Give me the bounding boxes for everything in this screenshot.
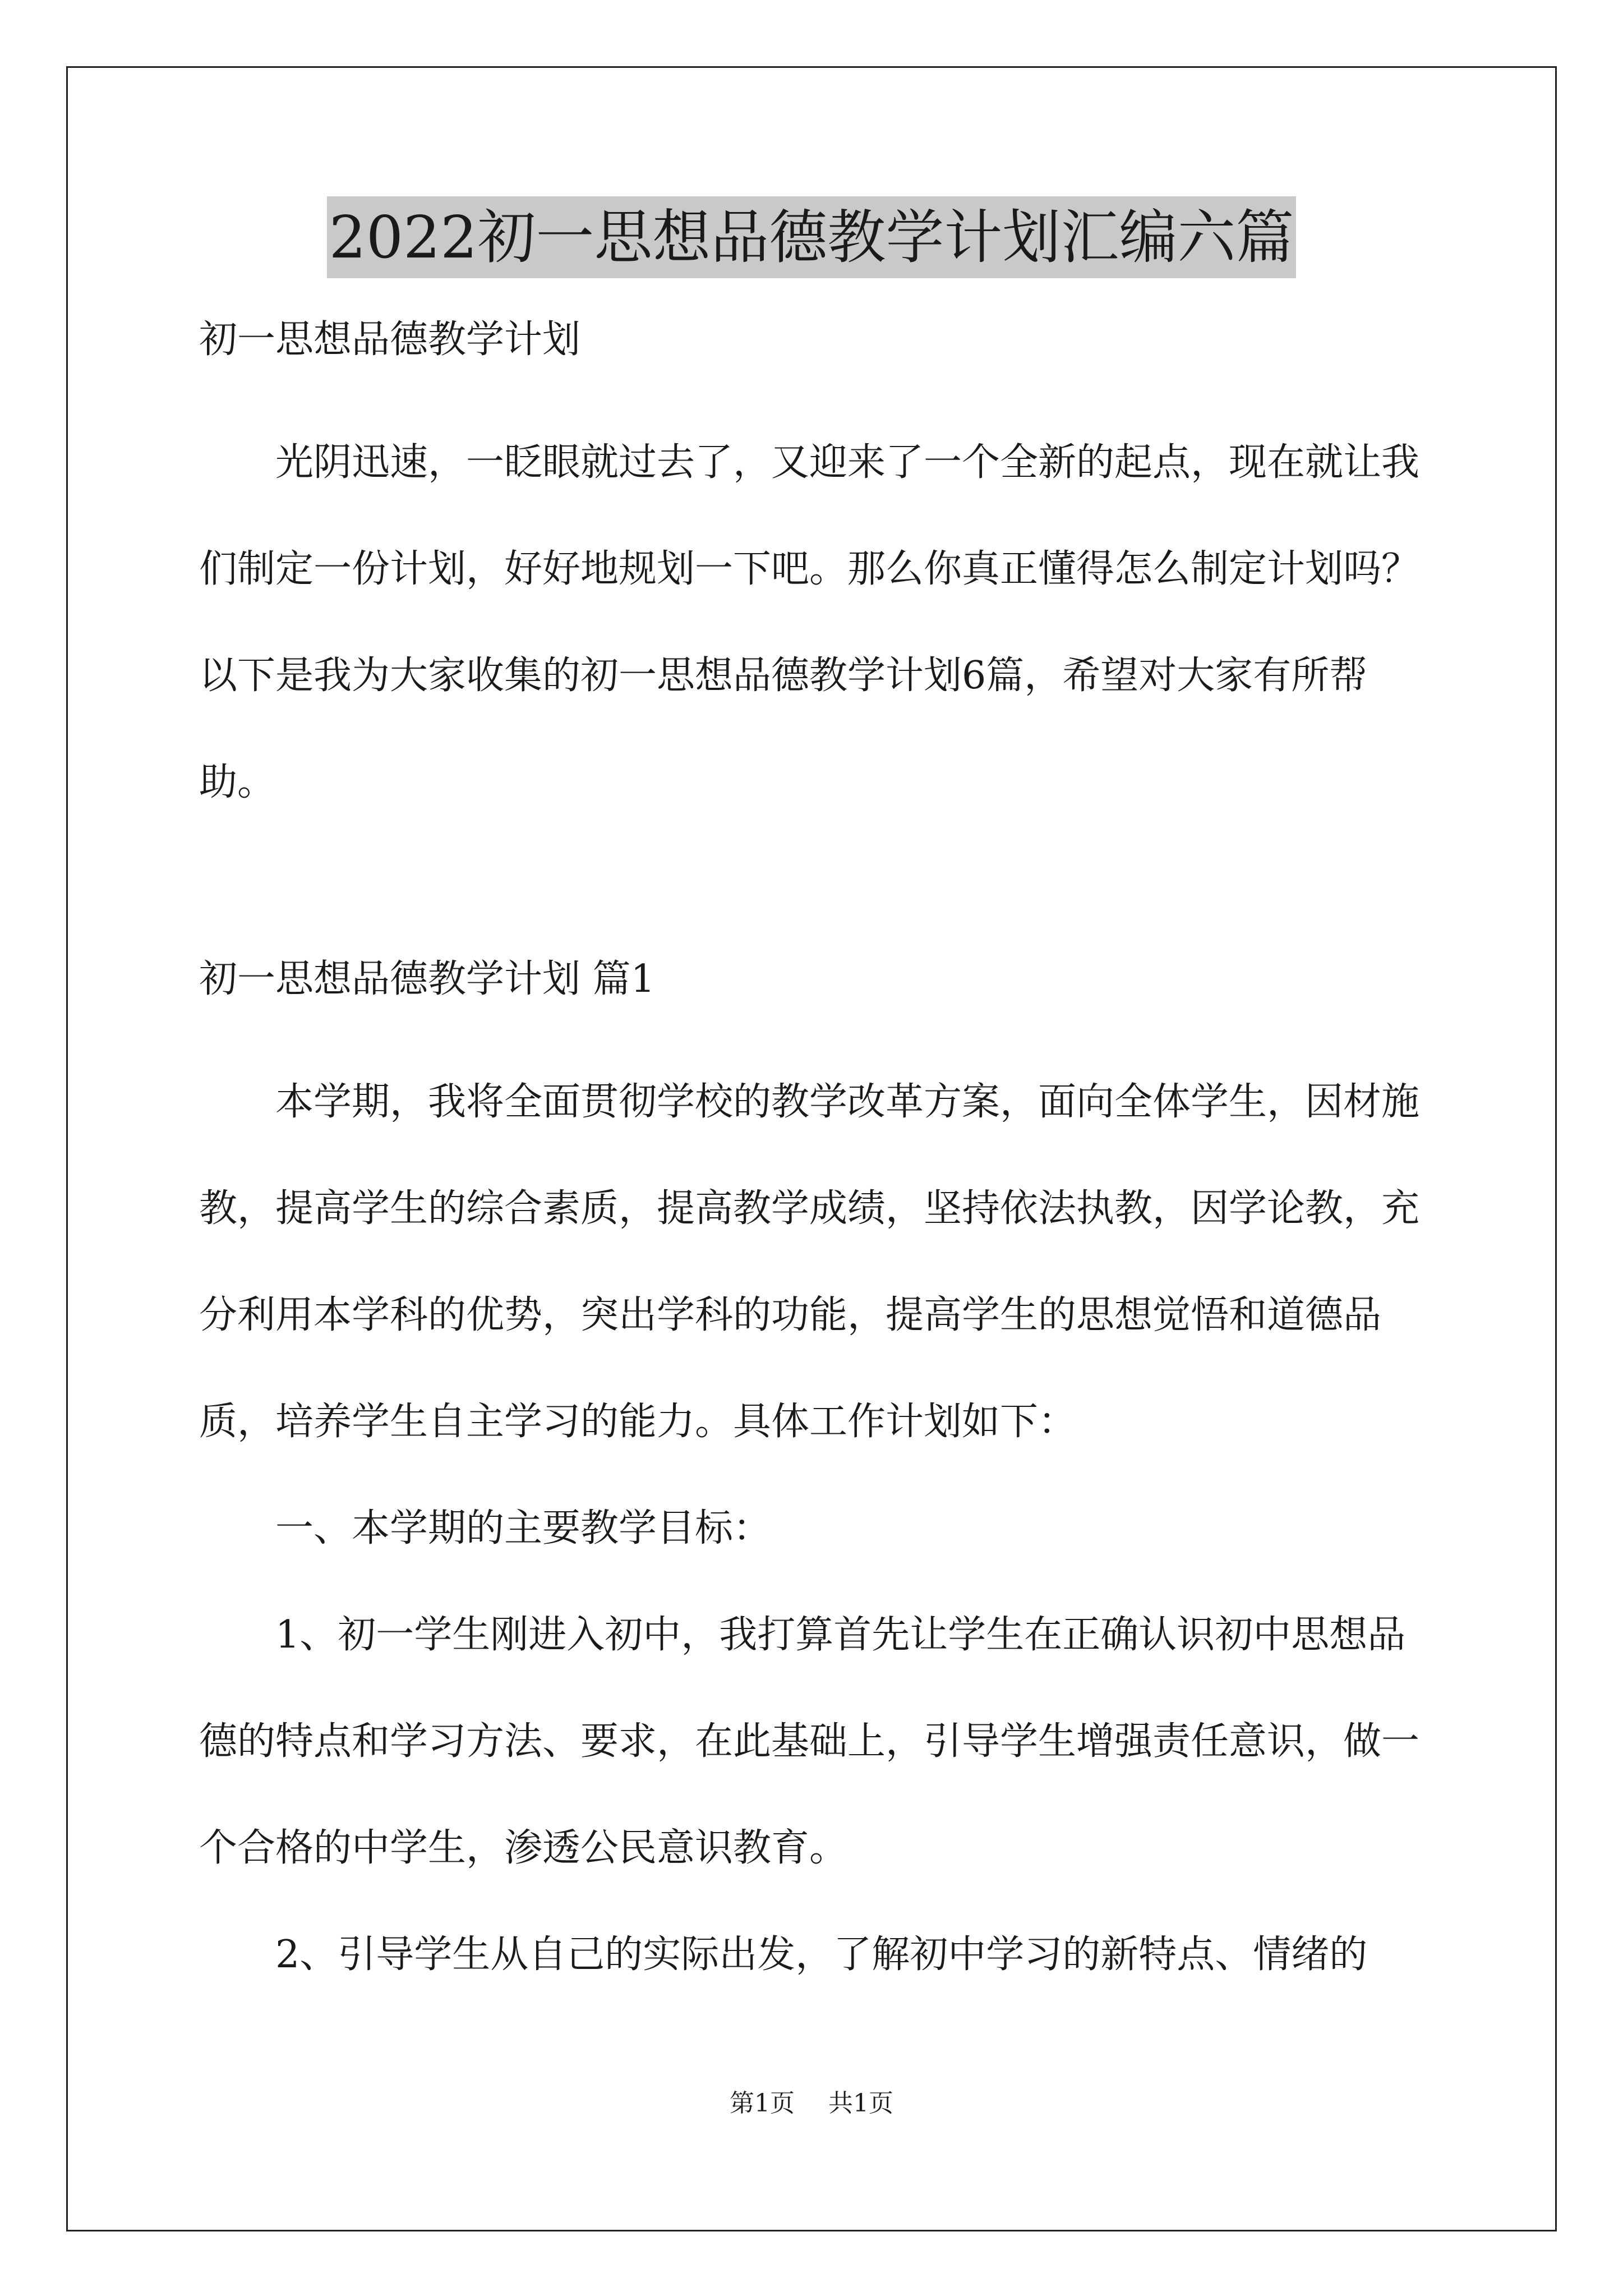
spacer (199, 377, 1427, 409)
page-footer (0, 2087, 1623, 2120)
document-title: 2022初一思想品德教学计划汇编六篇 (327, 196, 1297, 278)
spacer (199, 836, 1427, 942)
section1-paragraph: 本学期，我将全面贯彻学校的教学改革方案，面向全体学生，因材施教，提高学生的综合素质，提高教学成绩，坚持依法执教，因学论教，充分利用本学科的优势，突出学科的功能，提高学生的思想觉悟和道德品质，培养学生自主学习的能力。具体工作计划如下： (199, 1080, 1420, 1444)
page-number-total: 共1页 (828, 2089, 893, 2118)
intro-paragraph: 光阴迅速，一眨眼就过去了，又迎来了一个全新的起点，现在就让我们制定一份计划，好好地规划一下吧。那么你真正懂得怎么制定计划吗？以下是我为大家收集的初一思想品德教学计划6篇，希望对大家有所帮助。 (199, 440, 1420, 804)
section1-paragraph: 2、引导学生从自己的实际出发，了解初中学习的新特点、情绪的 (275, 1932, 1368, 1977)
section1-paragraph: 1、初一学生刚进入初中，我打算首先让学生在正确认识初中思想品德的特点和学习方法、要求，在此基础上，引导学生增强责任意识，做一个合格的中学生，渗透公民意识教育。 (199, 1613, 1420, 1870)
title-container (0, 196, 1623, 278)
spacer (199, 1016, 1427, 1049)
section1-heading: 初一思想品德教学计划 篇1 (199, 957, 655, 1001)
section1-paragraph: 一、本学期的主要教学目标： (275, 1506, 772, 1550)
page-number-current: 第1页 (730, 2089, 795, 2118)
document-body (199, 303, 1427, 2008)
intro-heading: 初一思想品德教学计划 (199, 318, 581, 362)
